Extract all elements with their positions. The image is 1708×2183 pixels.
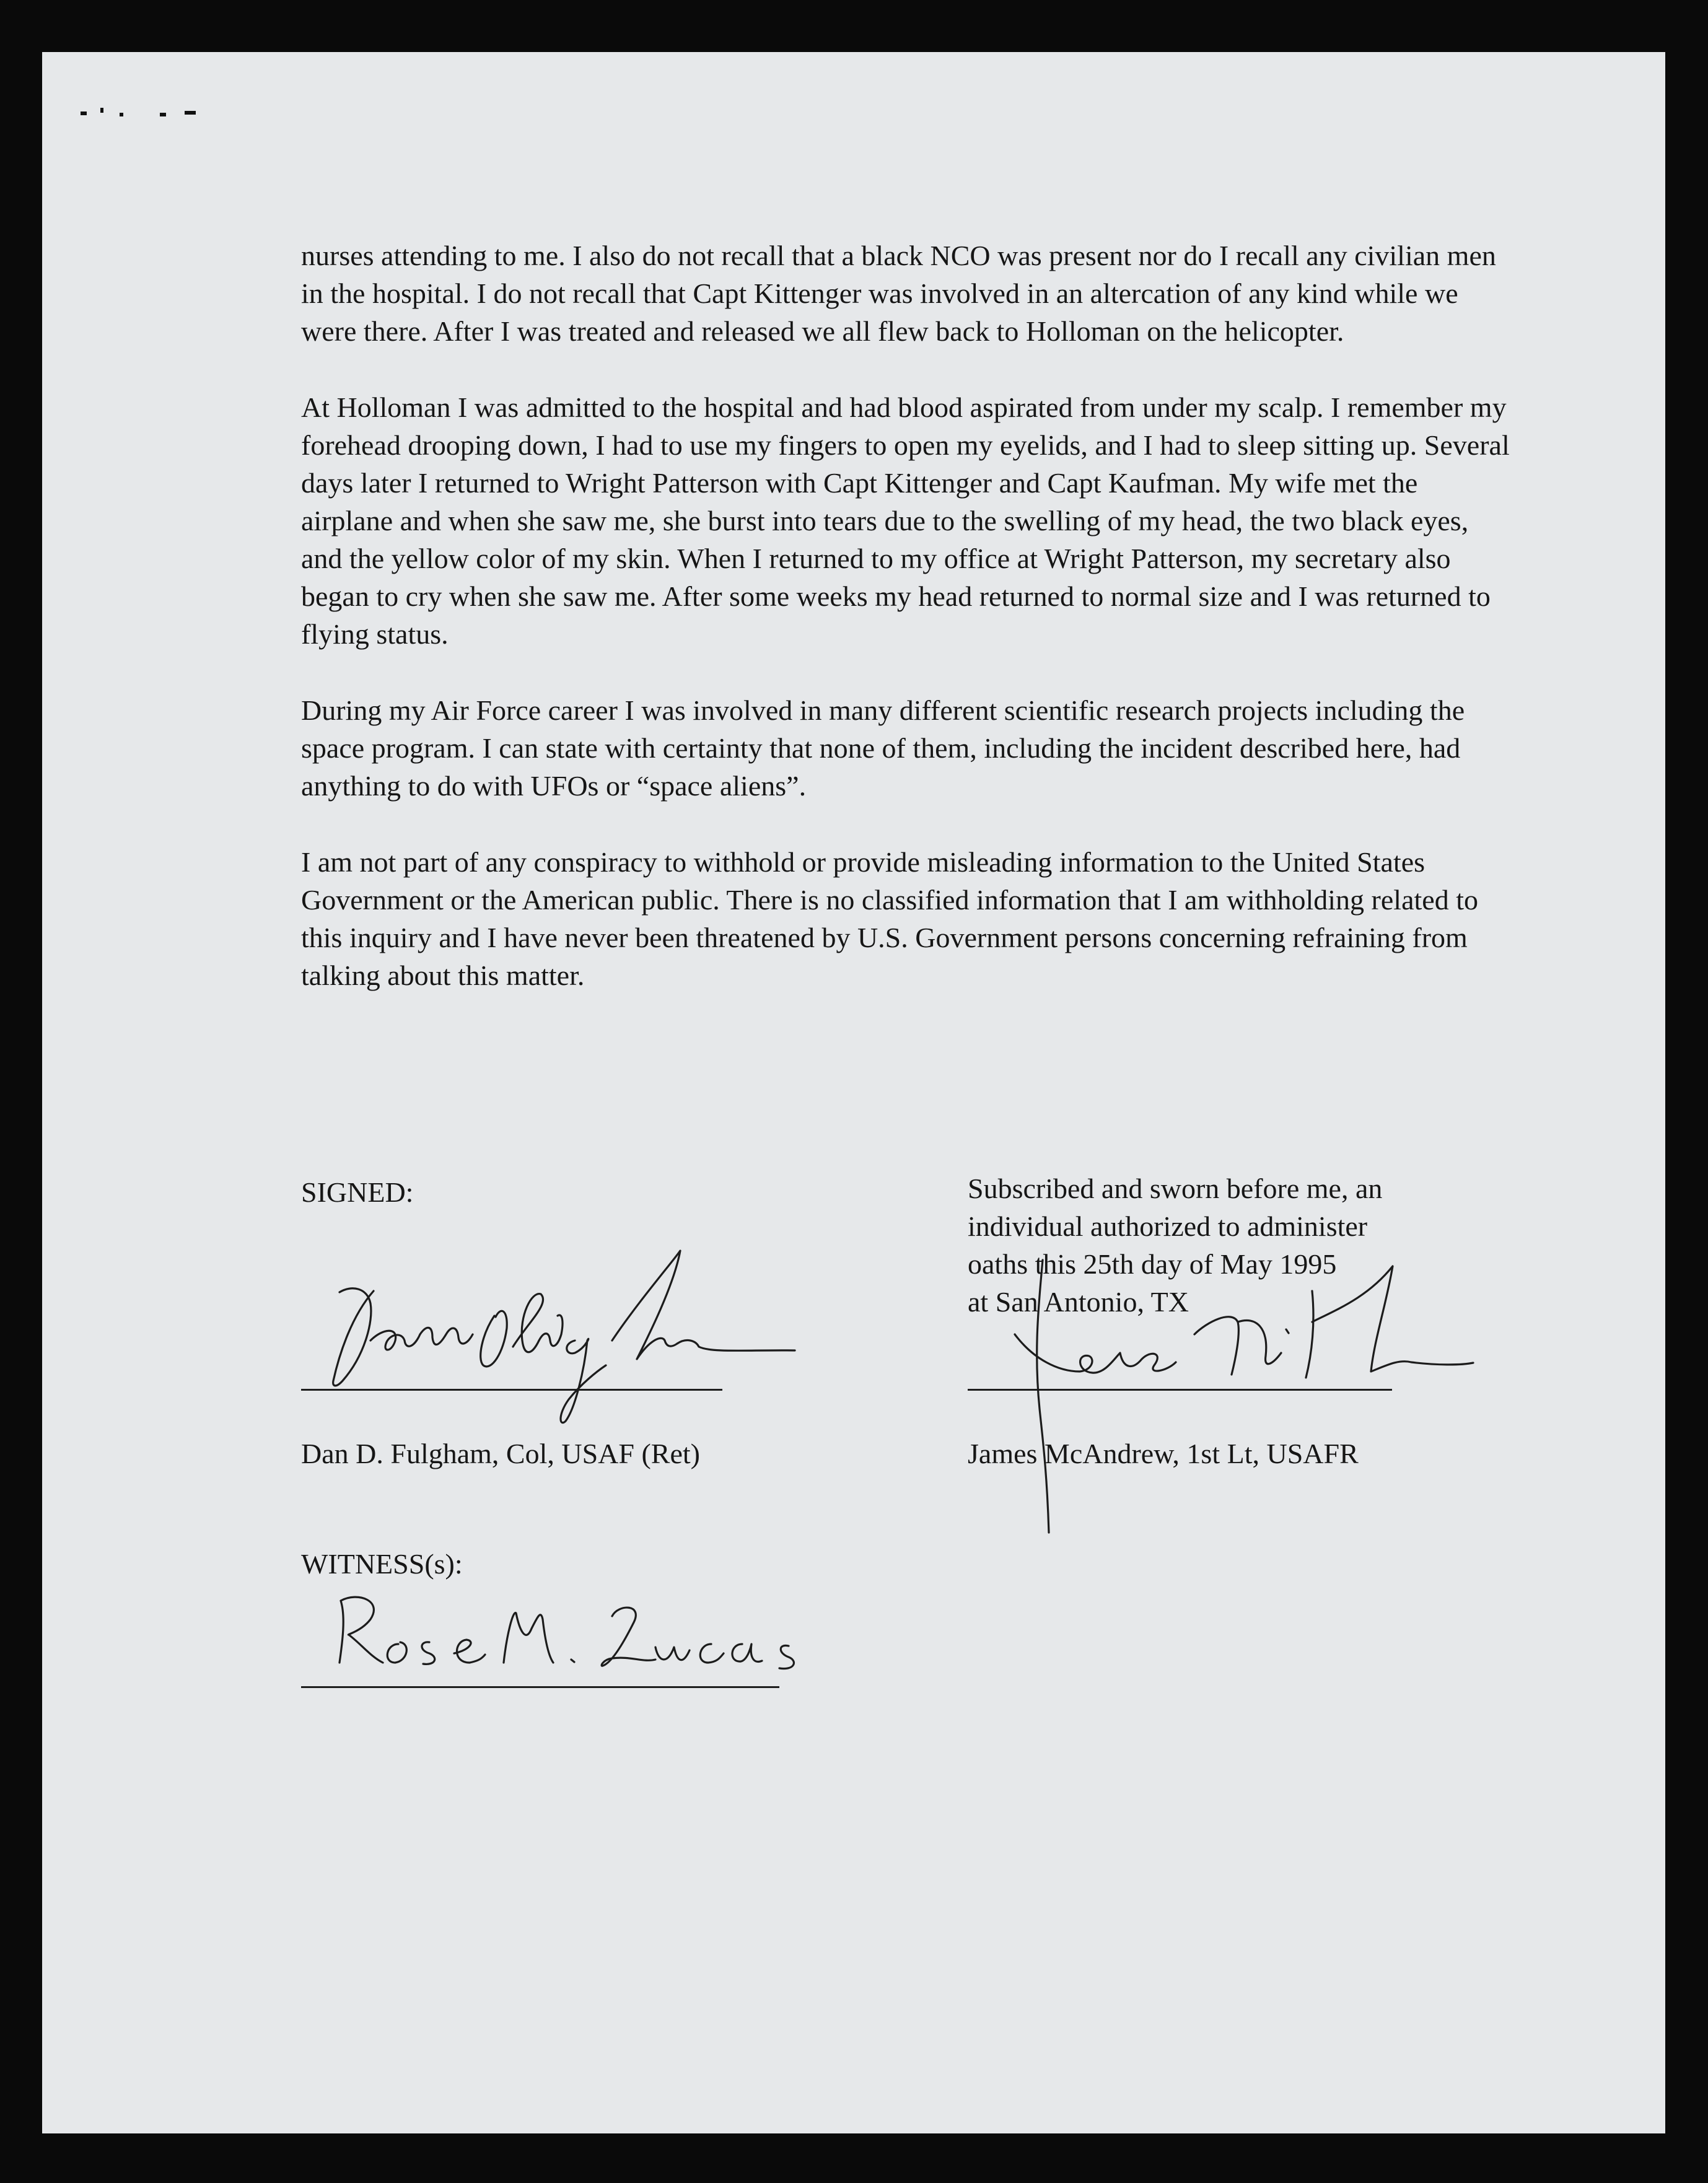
scan-mark: [185, 111, 196, 115]
paragraph-4: I am not part of any conspiracy to withhold or provide misleading information to the United States Government or the American public. There is no classified information that I am withholding related to this inquiry and I have never been threatened by U.S. Government persons concerning refraining from talking about this matter.: [301, 846, 1478, 991]
witness-label: WITNESS(s):: [301, 1548, 463, 1580]
lucas-signature: [321, 1591, 767, 1691]
scan-mark: [100, 108, 103, 113]
fulgham-signature: [315, 1248, 798, 1446]
scan-mark: [120, 113, 123, 116]
signer-name: Dan D. Fulgham, Col, USAF (Ret): [301, 1438, 700, 1469]
document-page: [42, 52, 1665, 2133]
signature-line-signed: [301, 1389, 722, 1391]
notary-line-2: individual authorized to administer: [968, 1210, 1368, 1242]
signature-line-notary: [968, 1389, 1392, 1391]
signed-label: SIGNED:: [301, 1176, 414, 1208]
paragraph-2: At Holloman I was admitted to the hospital and had blood aspirated from under my scalp. I remember my forehead drooping down, I had to use my fingers to open my eyelids, and I had to sleep sitting up. Several days later I returned to Wright Patterson with Capt Kittenger and Capt Kaufman. My wife met the airplane and when she saw me, she burst into tears due to the swelling of my head, the two black eyes, and the yellow color of my skin. When I returned to my office at Wright Patterson, my secretary also began to cry when she saw me. After some weeks my head returned to normal size and I was returned to flying status.: [301, 392, 1510, 650]
notary-line-3: oaths this 25th day of May 1995: [968, 1248, 1337, 1280]
mcandrew-signature: [990, 1248, 1473, 1545]
paragraph-1: nurses attending to me. I also do not recall that a black NCO was present nor do I recall any civilian men in the hospital. I do not recall that Capt Kittenger was involved in an altercation of any kind while we were there. After I was treated and released we all flew back to Holloman on the helicopter.: [301, 240, 1496, 347]
scan-mark: [81, 112, 87, 115]
body-text: [301, 237, 1515, 1033]
signature-line-witness: [301, 1686, 779, 1688]
scan-mark: [160, 113, 166, 116]
notary-line-4: at San Antonio, TX: [968, 1286, 1189, 1318]
notary-name: James McAndrew, 1st Lt, USAFR: [968, 1438, 1359, 1469]
notary-line-1: Subscribed and sworn before me, an: [968, 1173, 1383, 1204]
paragraph-3: During my Air Force career I was involved in many different scientific research projects including the space program. I can state with certainty that none of them, including the incident described here, had anything to do with UFOs or “space aliens”.: [301, 694, 1465, 802]
